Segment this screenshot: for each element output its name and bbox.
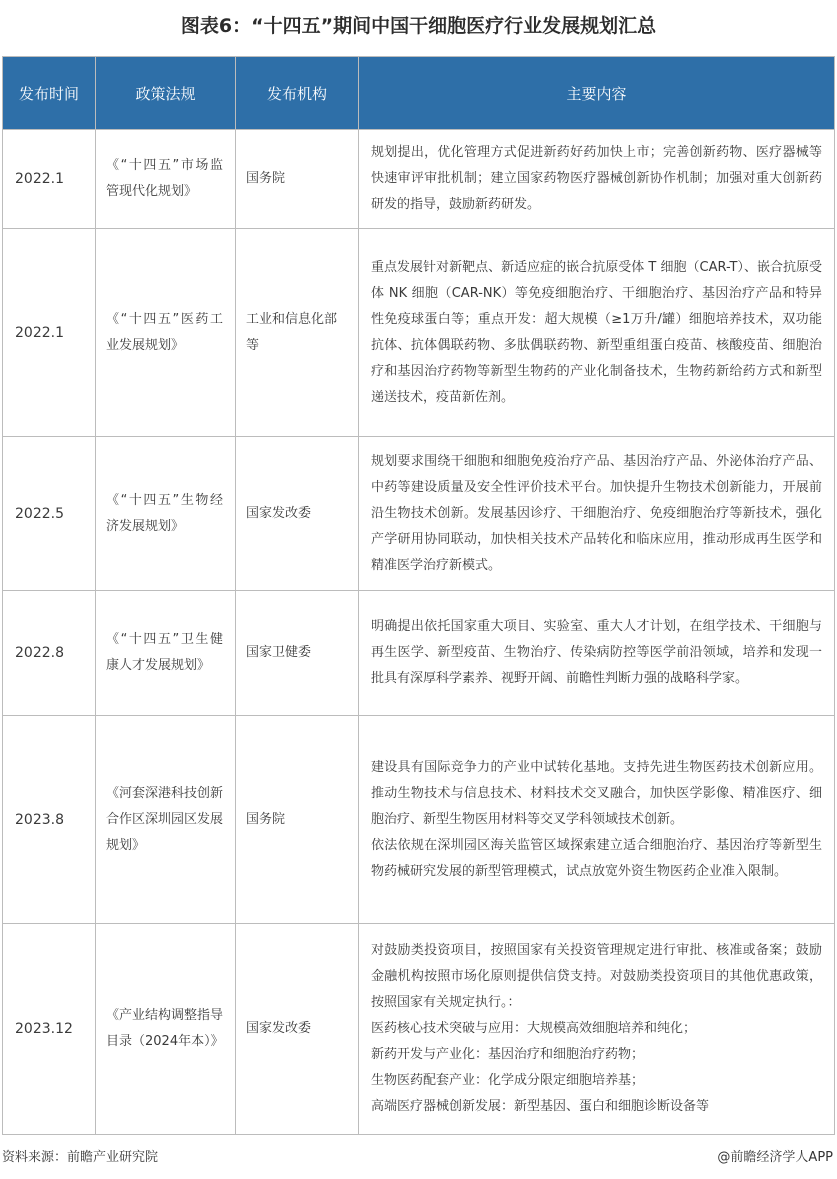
- content-paragraph: 生物医药配套产业：化学成分限定细胞培养基；: [371, 1073, 645, 1088]
- table-row: [3, 437, 835, 591]
- cell-org: 国务院: [236, 716, 359, 924]
- cell-content: [359, 716, 835, 924]
- table-row: [3, 229, 835, 437]
- cell-date: 2022.1: [3, 229, 96, 437]
- content-paragraph: 新药开发与产业化：基因治疗和细胞治疗药物；: [371, 1047, 645, 1062]
- cell-date: 2022.5: [3, 437, 96, 591]
- cell-policy: 《“十四五”卫生健康人才发展规划》: [96, 591, 236, 716]
- cell-org: 国家发改委: [236, 924, 359, 1135]
- cell-content: [359, 924, 835, 1135]
- content-paragraph: 高端医疗器械创新发展：新型基因、蛋白和细胞诊断设备等: [371, 1099, 710, 1114]
- cell-policy: 《产业结构调整指导目录（2024年本）》: [96, 924, 236, 1135]
- content-paragraph: 对鼓励类投资项目，按照国家有关投资管理规定进行审批、核准或备案；鼓励金融机构按照市场化原则提供信贷支持。对鼓励类投资项目的其他优惠政策，按照国家有关规定执行。：: [371, 943, 822, 1010]
- cell-policy: 《河套深港科技创新合作区深圳园区发展规划》: [96, 716, 236, 924]
- content-paragraph: 医药核心技术突破与应用：大规模高效细胞培养和纯化；: [371, 1021, 697, 1036]
- cell-date: 2022.8: [3, 591, 96, 716]
- column-header-content: 主要内容: [359, 57, 835, 130]
- cell-content: [359, 130, 835, 229]
- table-row: [3, 716, 835, 924]
- cell-date: 2023.8: [3, 716, 96, 924]
- cell-org: 国务院: [236, 130, 359, 229]
- content-paragraph: 重点发展针对新靶点、新适应症的嵌合抗原受体 T 细胞（CAR-T）、嵌合抗原受体 NK 细胞（CAR-NK）等免疫细胞治疗、干细胞治疗、基因治疗产品和特异性免疫球蛋白等；重点开发：超大规模（≥1万升/罐）细胞培养技术，双功能抗体、抗体偶联药物、多肽偶联药物、新型重组蛋白疫苗、核酸疫苗、细胞治疗和基因治疗药物等新型生物药的产业化制备技术，生物药新给药方式和新型递送技术，疫苗新佐剂。: [371, 259, 822, 405]
- cell-policy: 《“十四五”市场监管现代化规划》: [96, 130, 236, 229]
- cell-date: 2022.1: [3, 130, 96, 229]
- table-header-row: [3, 57, 835, 130]
- cell-policy: 《“十四五”生物经济发展规划》: [96, 437, 236, 591]
- table-row: [3, 924, 835, 1135]
- content-paragraph: 明确提出依托国家重大项目、实验室、重大人才计划，在组学技术、干细胞与再生医学、新型疫苗、生物治疗、传染病防控等医学前沿领域，培养和发现一批具有深厚科学素养、视野开阔、前瞻性判断力强的战略科学家。: [371, 619, 822, 686]
- cell-policy: 《“十四五”医药工业发展规划》: [96, 229, 236, 437]
- column-header-policy: 政策法规: [96, 57, 236, 130]
- source-note: 资料来源：前瞻产业研究院: [2, 1150, 159, 1165]
- table-row: [3, 591, 835, 716]
- policy-table: [2, 56, 835, 1135]
- cell-org: 工业和信息化部等: [236, 229, 359, 437]
- cell-org: 国家卫健委: [236, 591, 359, 716]
- content-paragraph: 建设具有国际竞争力的产业中试转化基地。支持先进生物医药技术创新应用。推动生物技术与信息技术、材料技术交叉融合，加快医学影像、精准医疗、细胞治疗、新型生物医用材料等交叉学科领域技术创新。: [371, 759, 822, 827]
- content-paragraph: 依法依规在深圳园区海关监管区域探索建立适合细胞治疗、基因治疗等新型生物药械研究发展的新型管理模式，试点放宽外资生物医药企业准入限制。: [371, 837, 822, 879]
- cell-content: [359, 437, 835, 591]
- content-paragraph: 规划提出，优化管理方式促进新药好药加快上市；完善创新药物、医疗器械等快速审评审批机制；建立国家药物医疗器械创新协作机制；加强对重大创新药研发的指导，鼓励新药研发。: [371, 145, 822, 212]
- credit-note: @前瞻经济学人APP: [717, 1150, 833, 1165]
- column-header-org: 发布机构: [236, 57, 359, 130]
- table-row: [3, 130, 835, 229]
- cell-org: 国家发改委: [236, 437, 359, 591]
- column-header-date: 发布时间: [3, 57, 96, 130]
- cell-content: [359, 591, 835, 716]
- cell-content: [359, 229, 835, 437]
- cell-date: 2023.12: [3, 924, 96, 1135]
- page-title: 图表6：“十四五”期间中国干细胞医疗行业发展规划汇总: [180, 15, 657, 37]
- content-paragraph: 规划要求围绕干细胞和细胞免疫治疗产品、基因治疗产品、外泌体治疗产品、中药等建设质量及安全性评价技术平台。加快提升生物技术创新能力，开展前沿生物技术创新。发展基因诊疗、干细胞治疗、免疫细胞治疗等新技术，强化产学研用协同联动，加快相关技术产品转化和临床应用，推动形成再生医学和精准医学治疗新模式。: [371, 453, 822, 573]
